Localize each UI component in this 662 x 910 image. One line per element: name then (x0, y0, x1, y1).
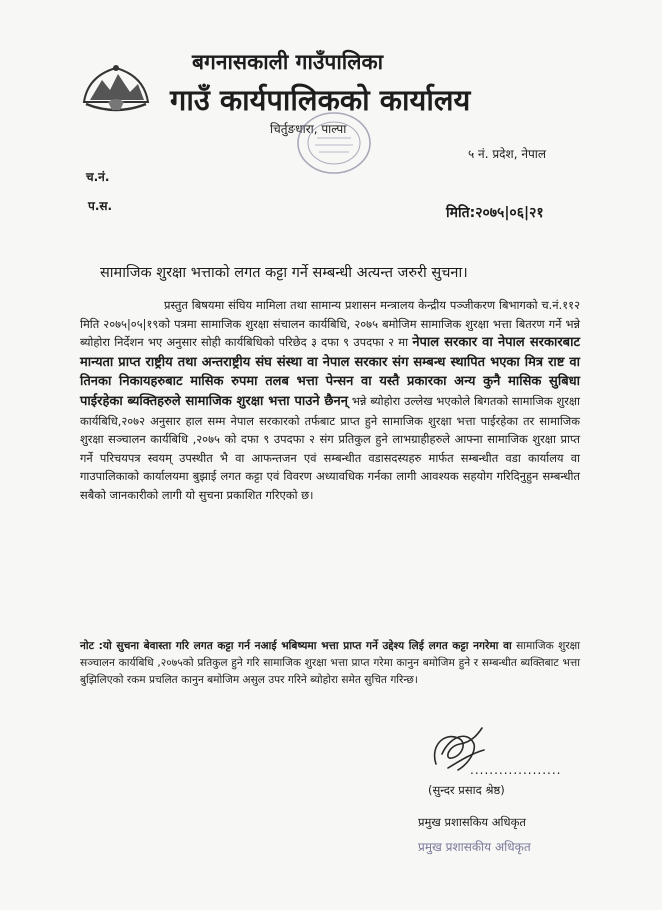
reference-number-label: च.नं. (86, 170, 110, 184)
nepal-emblem-icon (78, 58, 154, 118)
office-name: गाउँ कार्यपालिकको कार्यालय (170, 83, 471, 117)
body-text-intro: प्रस्तुत बिषयमा संघिय मामिला तथा सामान्य प्रशासन मन्त्रालय केन्द्रीय पञ्जीकरण बिभागको च.नं.११२ मिति २०७५|०५|१९को पत्रमा सामाजिक शुरक्षा संचालन कार्यबिधि, २०७५ बमोजिम सामाजिक शुरक्षा भत्ता बितरण गर्ने भन्ने ब्योहोरा निर्देशन भए अनुसार सोही कार्यबिधिको परिछेद ३ दफा ९ उपदफा २ मा (80, 298, 580, 350)
office-address: चिर्तुङधारा, पाल्पा (270, 122, 347, 136)
province: ५ नं. प्रदेश, नेपाल (468, 147, 547, 161)
signer-title: प्रमुख प्रशासकिय अधिकृत (418, 815, 526, 829)
note-label: नोट : (80, 640, 103, 652)
letter-body (80, 296, 580, 505)
letter-number-label: प.स. (88, 199, 113, 213)
org-name: बगनासकाली गाउँपालिका (192, 50, 384, 74)
body-paragraph (80, 296, 580, 505)
office-stamp-icon (293, 108, 375, 178)
signer-name: (सुन्दर प्रसाद श्रेष्ठ) (428, 783, 505, 797)
signature-line: ................... (470, 763, 562, 777)
note-text: सामाजिक शुरक्षा सञ्चालन कार्यबिधि ,२०७५को प्रतिकुल हुने गरि सामाजिक शुरक्षा भत्ता प्राप्त गरेमा कानुन बमोजिम हुने र सम्बन्धीत ब्यक्तिबाट भत्ता बुझिलिएको रकम प्रचलित कानुन बमोजिम असुल उपर गरिने ब्योहोरा समेत सुचित गरिन्छ। (80, 640, 581, 687)
body-text-emphasis: नेपाल सरकार वा नेपाल सरकारबाट मान्यता प्राप्त राष्ट्रीय तथा अन्तराष्ट्रीय संघ संस्था वा नेपाल सरकार संग सम्बन्ध स्थापित भएका मित्र राष्ट वा तिनका निकायहरुबाट मासिक रुपमा तलब भत्ता पेन्सन वा यस्तै प्रकारका अन्य कुनै मासिक सुबिधा पाईरहेका ब्यक्तिहरुले सामाजिक शुरक्षा भत्ता पाउने छैनन् (80, 335, 580, 409)
body-text-rest: भन्ने ब्योहोरा उल्लेख भएकोले बिगतको सामाजिक शुरक्षा कार्यबिधि,२०७२ अनुसार हाल सम्म नेपाल सरकारको तर्फबाट प्राप्त हुने सामाजिक शुरक्षा भत्ता पाईरहेका तर सामाजिक शुरक्षा सञ्चालन कार्यबिधि ,२०७५ को दफा ९ उपदफा २ संग प्रतिकुल हुने लाभग्राहीहरुले आफ्ना सामाजिक शुरक्षा प्राप्त गर्ने परिचयपत्र स्वयम् उपस्थीत भै वा आफन्तजन एवं सम्बन्धीत वडासदस्यहरु मार्फत सम्बन्धीत वडा कार्यालय वा गाउपालिकाको कार्यालयमा बुझाई लगत कट्टा एवं विवरण अध्यावधिक गर्नका लागी आवश्यक सहयोग गरिदिनुहुन सम्बन्धीत सबैको जानकारीको लागी यो सुचना प्रकाशित गरिएको छ। (80, 393, 580, 502)
note-emphasis: यो सुचना बेवास्ता गरि लगत कट्टा गर्न नआई भबिष्यमा भत्ता प्राप्त गर्ने उद्देश्य लिई लगत कट्टा नगरेमा वा (102, 640, 512, 652)
title-stamp: प्रमुख प्रशासकीय अधिकृत (418, 840, 531, 854)
subject-line: सामाजिक शुरक्षा भत्ताको लगत कट्टा गर्ने सम्बन्धी अत्यन्त जरुरी सुचना। (100, 265, 468, 281)
letter-date: मिति:२०७५|०६|२१ (446, 205, 544, 221)
note-paragraph (80, 638, 580, 690)
